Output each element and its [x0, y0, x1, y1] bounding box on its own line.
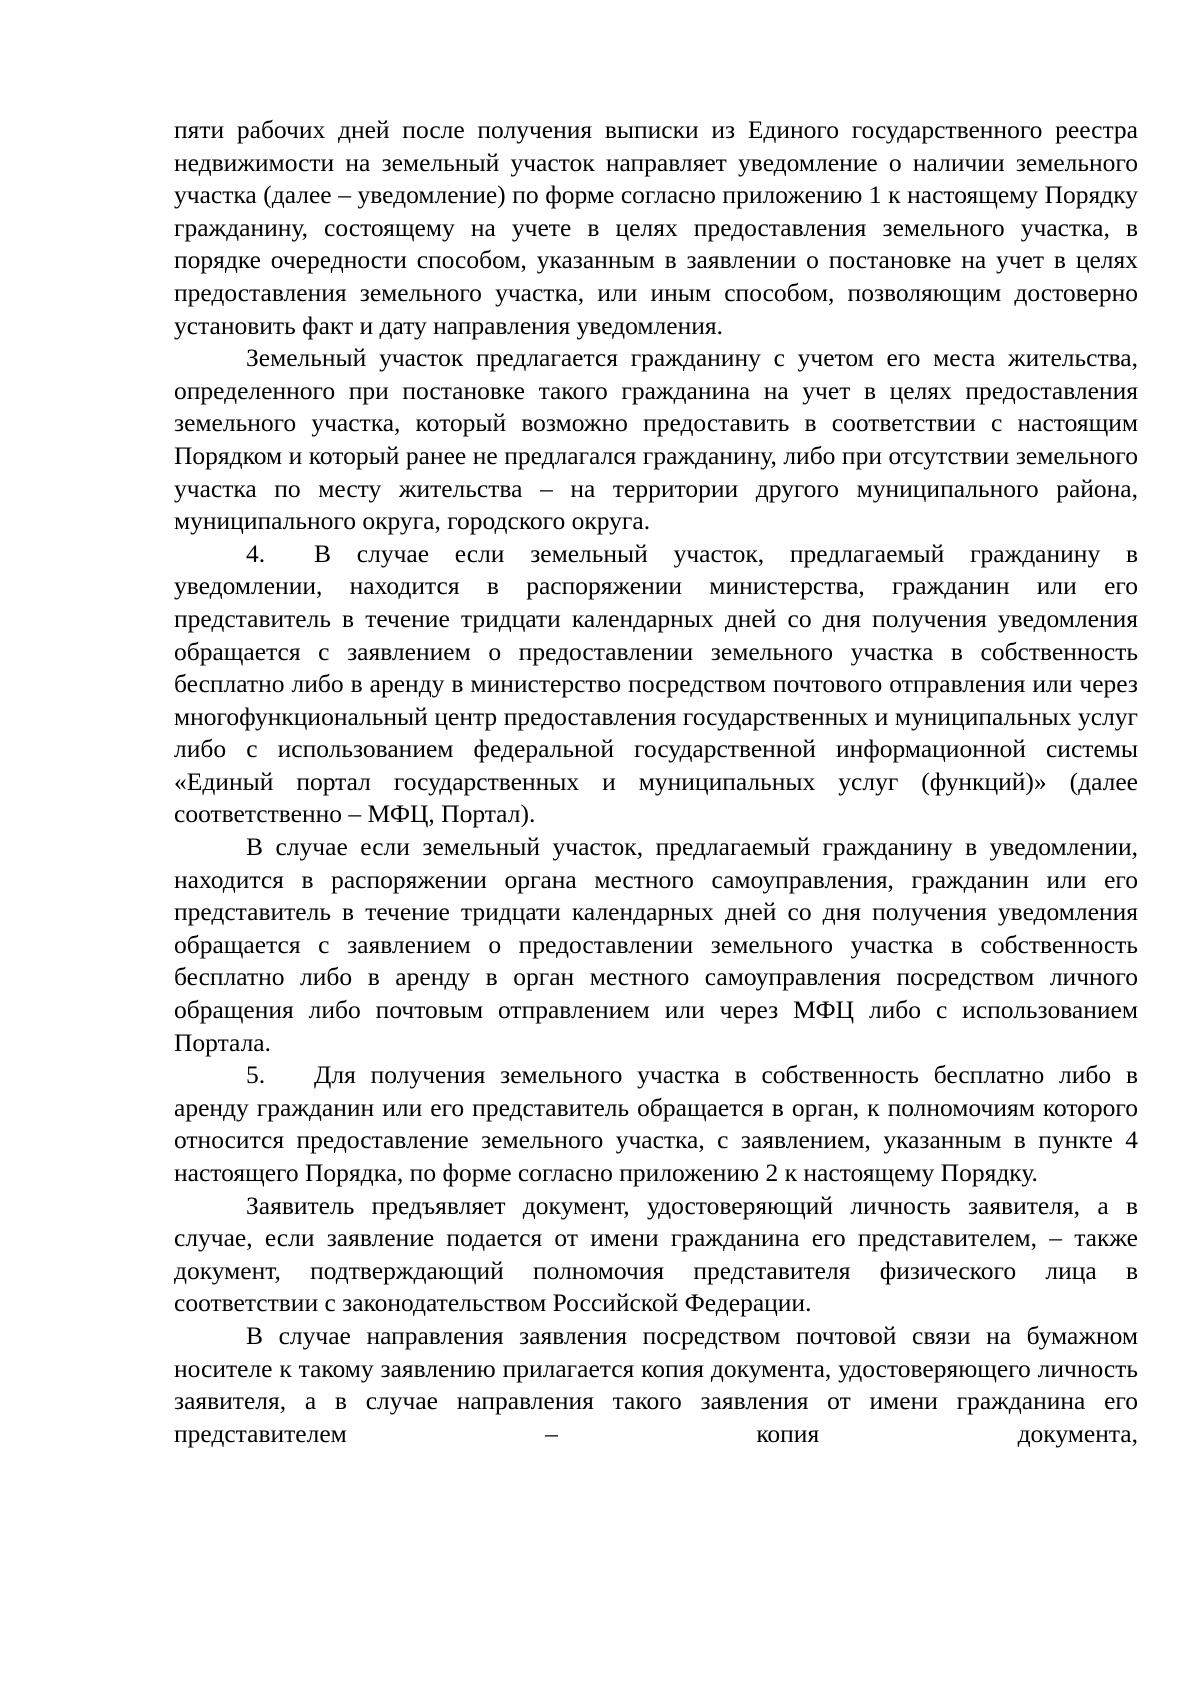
paragraph-text: Заявитель предъявляет документ, удостоверяющий личность заявителя, а в случае, если заявление подается от имени гражданина его представителем, – также документ, подтверждающий полномочия представителя физического лица в соответствии с законодательством Российской Федерации. [174, 1190, 1138, 1318]
paragraph-item-4 [174, 538, 1138, 831]
item-number: 4. [246, 538, 266, 568]
paragraph-text: Для получения земельного участка в собственность бесплатно либо в аренду гражданин или его представитель обращается в орган, к полномочиям которого относится предоставление земельного участка, с заявлением, указанным в пункте 4 настоящего Порядка, по форме согласно приложению 2 к настоящему Порядку. [174, 1060, 1138, 1187]
paragraph-applicant-document [174, 1190, 1138, 1320]
paragraph-land-offer [174, 342, 1138, 538]
paragraph-local-government [174, 831, 1138, 1059]
paragraph-continuation [174, 114, 1138, 342]
paragraph-text: В случае направления заявления посредством почтовой связи на бумажном носителе к такому заявлению прилагается копия документа, удостоверяющего личность заявителя, а в случае направления такого заявления от имени гражданина его представителем – копия документа, [174, 1320, 1138, 1448]
paragraph-postal-application [174, 1320, 1138, 1450]
document-body [174, 114, 1138, 1450]
paragraph-text: В случае если земельный участок, предлагаемый гражданину в уведомлении, находится в распоряжении министерства, гражданин или его представитель в течение тридцати календарных дней со дня получения уведомления обращается с заявлением о предоставлении земельного участка в собственность бесплатно либо в аренду в министерство посредством почтового отправления или через многофункциональный центр предоставления государственных и муниципальных услуг либо с использованием федеральной государственной информационной системы «Единый портал государственных и муниципальных услуг (функций)» (далее соответственно – МФЦ, Портал). [174, 538, 1138, 829]
paragraph-item-5 [174, 1059, 1138, 1189]
paragraph-text: В случае если земельный участок, предлагаемый гражданину в уведомлении, находится в распоряжении органа местного самоуправления, гражданин или его представитель в течение тридцати календарных дней со дня получения уведомления обращается с заявлением о предоставлении земельного участка в собственность бесплатно либо в аренду в орган местного самоуправления посредством личного обращения либо почтовым отправлением или через МФЦ либо с использованием Портала. [174, 832, 1138, 1057]
item-number: 5. [246, 1060, 266, 1090]
paragraph-text: пяти рабочих дней после получения выписки из Единого государственного реестра недвижимости на земельный участок направляет уведомление о наличии земельного участка (далее – уведомление) по форме согласно приложению 1 к настоящему Порядку гражданину, состоящему на учете в целях предоставления земельного участка, в порядке очередности способом, указанным в заявлении о постановке на учет в целях предоставления земельного участка, или иным способом, позволяющим достоверно установить факт и дату направления уведомления. [174, 115, 1138, 340]
paragraph-text: Земельный участок предлагается гражданину с учетом его места жительства, определенного при постановке такого гражданина на учет в целях предоставления земельного участка, который возможно предоставить в соответствии с настоящим Порядком и который ранее не предлагался гражданину, либо при отсутствии земельного участка по месту жительства – на территории другого муниципального района, муниципального округа, городского округа. [174, 343, 1138, 536]
